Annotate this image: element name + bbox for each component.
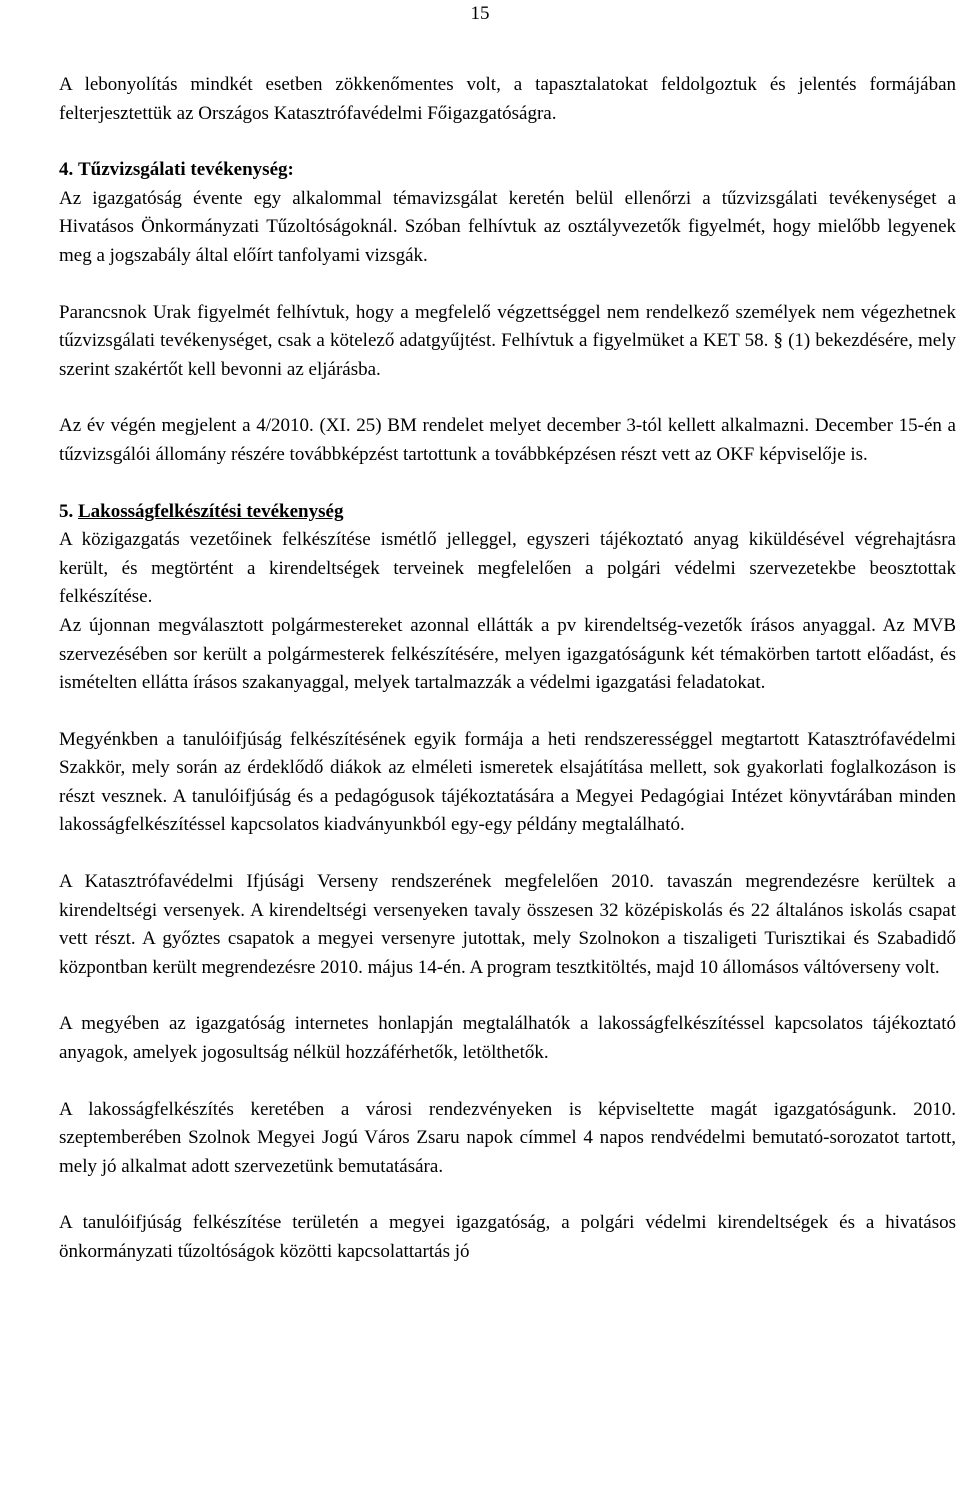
section-4-paragraph-2: Parancsnok Urak figyelmét felhívtuk, hogy a megfelelő végzettséggel nem rendelkező személyek nem végezhetnek tűzvizsgálati tevékenységet, csak a kötelező adatgyűjtést. Felhívtuk a figyelmüket a KET 58. § (1) bekezdésére, mely szerint szakértőt kell bevonni az eljárásba. — [59, 301, 956, 380]
section-5-number: 5. — [59, 500, 74, 522]
section-5-title: Lakosságfelkészítési tevékenység — [78, 500, 344, 522]
section-5-paragraph-2: Az újonnan megválasztott polgármestereket azonnal ellátták a pv kirendeltség-vezetők írásos anyaggal. Az MVB szervezésében sor került a polgármesterek felkészítésére, melyen igazgatóságunk két témakörben tartott előadást, és ismételten ellátta írásos szakanyaggal, melyek tartalmazzák a védelmi igazgatási feladatokat. — [59, 614, 956, 694]
page-content — [59, 71, 956, 1267]
section-4-paragraph-1: Az igazgatóság évente egy alkalommal témavizsgálat keretén belül ellenőrzi a tűzvizsgálati tevékenységet a Hivatásos Önkormányzati Tűzoltóságoknál. Szóban felhívtuk az osztályvezetők figyelmét, hogy mielőbb legyenek meg a jogszabály által előírt tanfolyami vizsgák. — [59, 187, 956, 266]
section-4-paragraph-3: Az év végén megjelent a 4/2010. (XI. 25) BM rendelet melyet december 3-tól kellett alkalmazni. December 15-én a tűzvizsgálói állomány részére továbbképzést tartottunk a továbbképzésen részt vett az OKF képviselője is. — [59, 415, 956, 465]
intro-paragraph: A lebonyolítás mindkét esetben zökkenőmentes volt, a tapasztalatokat feldolgoztuk és jelentés formájában felterjesztettük az Országos Katasztrófavédelmi Főigazgatóságra. — [59, 74, 956, 124]
section-5-paragraph-3: Megyénkben a tanulóifjúság felkészítésének egyik formája a heti rendszerességgel megtartott Katasztrófavédelmi Szakkör, mely során az érdeklődő diákok az elméleti ismeretek elsajátítása mellett, sok gyakorlati foglalkozáson is részt vesznek. A tanulóifjúság és a pedagógusok tájékoztatására a Megyei Pedagógiai Intézet könyvtárában minden lakosságfelkészítéssel kapcsolatos kiadványunkból egy-egy példány megtalálható. — [59, 728, 956, 836]
section-5-paragraph-5: A megyében az igazgatóság internetes honlapján megtalálhatók a lakosságfelkészítéssel kapcsolatos tájékoztató anyagok, amelyek jogosultság nélkül hozzáférhetők, letölthetők. — [59, 1013, 956, 1064]
section-4 — [59, 156, 956, 469]
section-5-paragraph-4: A Katasztrófavédelmi Ifjúsági Verseny rendszerének megfelelően 2010. tavaszán megrendezésre kerültek a kirendeltségi versenyek. A kirendeltségi versenyeken tavaly összesen 32 középiskolás és 22 általános iskolás csapat vett részt. A győztes csapatok a megyei versenyre jutottak, mely Szolnokon a tiszaligeti Turisztikai és Szabadidő központban került megrendezésre 2010. május 14-én. A program tesztkitöltés, majd 10 állomásos váltóverseny volt. — [59, 871, 956, 978]
section-5-paragraph-7: A tanulóifjúság felkészítése területén a megyei igazgatóság, a polgári védelmi kirendeltségek és a hivatásos önkormányzati tűzoltóságok közötti kapcsolattartás jó — [59, 1212, 956, 1262]
section-5-paragraph-1: A közigazgatás vezetőinek felkészítése ismétlő jelleggel, egyszeri tájékoztató anyag kiküldésével végrehajtásra került, és megtörtént a kirendeltségek terveinek megfelelően a polgári védelmi szervezetekbe beosztottak felkészítése. — [59, 529, 956, 608]
section-4-heading — [59, 156, 956, 185]
section-4-number: 4. — [59, 159, 74, 181]
section-5-heading — [59, 498, 956, 527]
section-5-paragraph-6: A lakosságfelkészítés keretében a városi rendezvényeken is képviseltette magát igazgatóságunk. 2010. szeptemberében Szolnok Megyei Jogú Város Zsaru napok címmel 4 napos rendvédelmi bemutató-sorozatot tartott, mely jó alkalmat adott szervezetünk bemutatására. — [59, 1098, 956, 1177]
page-number: 15 — [470, 3, 490, 24]
section-4-title: Tűzvizsgálati tevékenység: — [78, 159, 294, 181]
section-5 — [59, 498, 956, 1267]
